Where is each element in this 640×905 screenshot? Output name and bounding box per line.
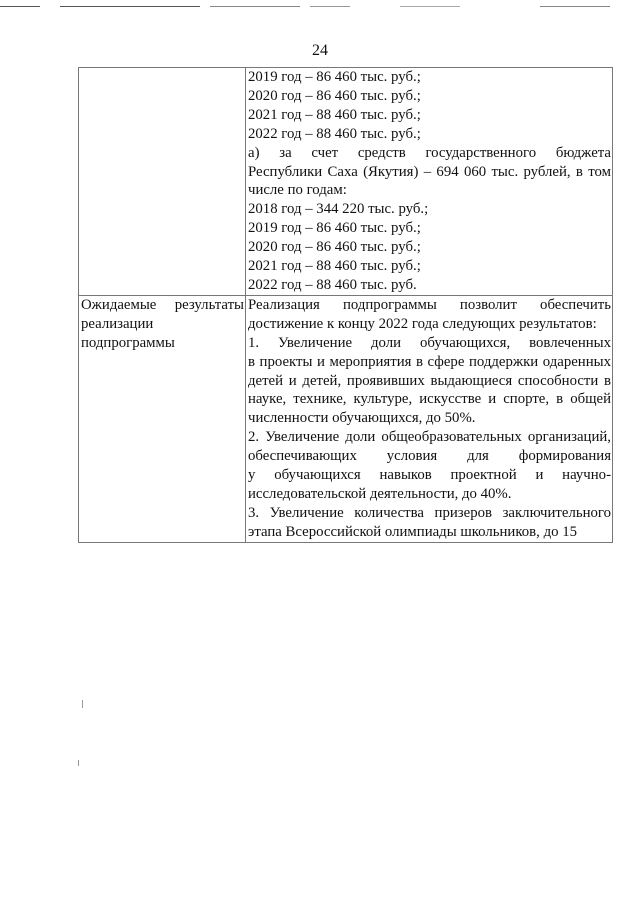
- label-line: Ожидаемые результаты: [81, 296, 244, 313]
- content-line: а) за счет средств государственного бюджета: [248, 144, 611, 161]
- content-line: 2019 год – 86 460 тыс. руб.;: [248, 69, 421, 85]
- content-line: 2018 год – 344 220 тыс. руб.;: [248, 201, 429, 218]
- table-row: [79, 68, 613, 296]
- content-line: Республики Саха (Якутия) – 694 060 тыс. рублей, в том: [248, 163, 611, 180]
- scan-speck: [78, 760, 79, 766]
- row-content-cell: [246, 295, 613, 542]
- row-label-cell: [79, 295, 246, 542]
- content-line: 2019 год – 86 460 тыс. руб.;: [248, 220, 421, 237]
- content-line: исследовательской деятельности, до 40%.: [248, 485, 512, 502]
- label-line: реализации: [81, 315, 154, 332]
- page-number: 24: [312, 42, 328, 59]
- content-line: в проекты и мероприятия в сфере поддержки одаренных: [248, 353, 611, 370]
- content-line: численности обучающихся, до 50%.: [248, 410, 476, 427]
- content-line: 2022 год – 88 460 тыс. руб.: [248, 276, 417, 293]
- table-row: [79, 295, 613, 542]
- content-line: числе по годам:: [248, 182, 347, 199]
- row-label-cell: [79, 68, 246, 296]
- content-line: у обучающихся навыков проектной и научно-: [248, 467, 611, 484]
- row-content-cell: [246, 68, 613, 296]
- content-line: Реализация подпрограммы позволит обеспечить: [248, 296, 611, 313]
- content-line: 2021 год – 88 460 тыс. руб.;: [248, 258, 421, 275]
- content-line: 2020 год – 86 460 тыс. руб.;: [248, 87, 421, 104]
- scan-speck: [82, 700, 83, 708]
- content-line: науке, технике, культуре, искусстве и спорте, в общей: [248, 391, 611, 408]
- content-line: 2. Увеличение доли общеобразовательных организаций,: [248, 429, 611, 446]
- content-line: 2021 год – 88 460 тыс. руб.;: [248, 106, 421, 123]
- content-line: обеспечивающих условия для формирования: [248, 448, 611, 465]
- scan-artifact-line: [0, 6, 640, 8]
- passport-table: [78, 67, 613, 543]
- content-line: 3. Увеличение количества призеров заключительного: [248, 504, 611, 521]
- content-line: 1. Увеличение доли обучающихся, вовлеченных: [248, 334, 611, 351]
- content-line: 2022 год – 88 460 тыс. руб.;: [248, 125, 421, 142]
- content-line: этапа Всероссийской олимпиады школьников, до 15: [248, 523, 577, 540]
- content-line: 2020 год – 86 460 тыс. руб.;: [248, 239, 421, 256]
- label-line: подпрограммы: [81, 334, 175, 351]
- content-line: достижение к концу 2022 года следующих результатов:: [248, 315, 597, 332]
- content-line: детей и детей, проявивших выдающиеся способности в: [248, 372, 611, 389]
